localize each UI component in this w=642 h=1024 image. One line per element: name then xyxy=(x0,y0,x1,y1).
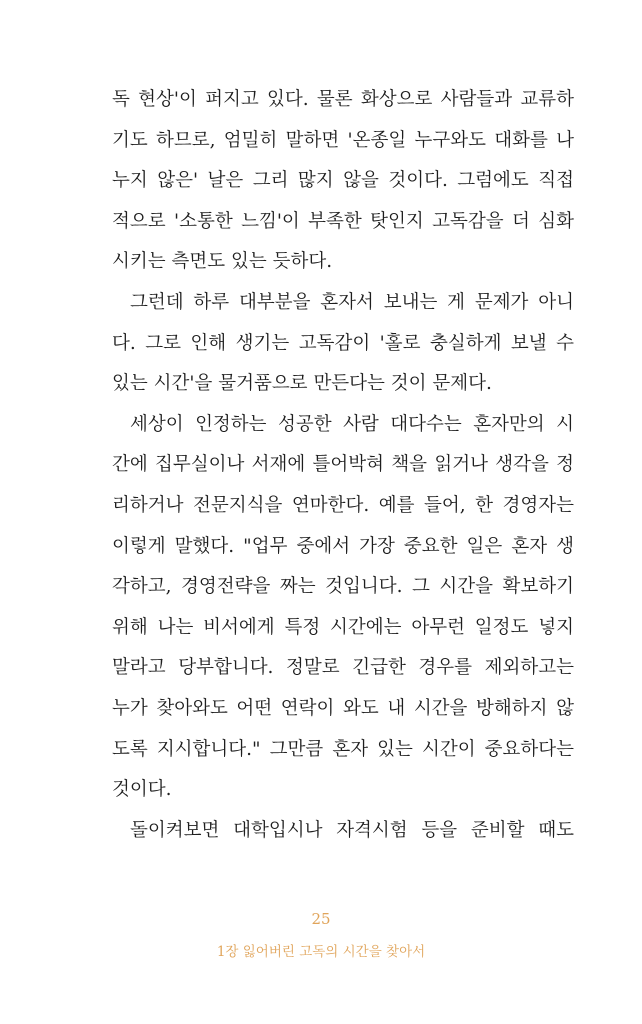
text-line: 간에 집무실이나 서재에 틀어박혀 책을 읽거나 생각을 정 xyxy=(112,454,574,476)
text-line: 독 현상'이 퍼지고 있다. 물론 화상으로 사람들과 교류하 xyxy=(112,89,574,110)
text-line: 그런데 하루 대부분을 혼자서 보내는 게 문제가 아니 xyxy=(130,291,574,313)
text-line: 시키는 측면도 있는 듯하다. xyxy=(112,251,333,273)
text-line: 누지 않은' 날은 그리 많지 않을 것이다. 그럼에도 직접 xyxy=(112,170,574,192)
text-line: 리하거나 전문지식을 연마한다. 예를 들어, 한 경영자는 xyxy=(112,494,574,516)
page-number: 25 xyxy=(311,910,331,928)
text-line: 이렇게 말했다. "업무 중에서 가장 중요한 일은 혼자 생 xyxy=(112,535,574,557)
text-line: 말라고 당부합니다. 정말로 긴급한 경우를 제외하고는 xyxy=(112,657,574,679)
text-line: 돌이켜보면 대학입시나 자격시험 등을 준비할 때도 xyxy=(130,819,574,841)
text-line: 기도 하므로, 엄밀히 말하면 '온종일 누구와도 대화를 나 xyxy=(112,129,574,151)
text-line: 것이다. xyxy=(112,779,172,801)
text-line: 각하고, 경영전략을 짜는 것입니다. 그 시간을 확보하기 xyxy=(112,576,574,598)
text-line: 위해 나는 비서에게 특정 시간에는 아무런 일정도 넣지 xyxy=(112,616,574,638)
body-text xyxy=(112,80,574,851)
text-line: 세상이 인정하는 성공한 사람 대다수는 혼자만의 시 xyxy=(130,413,574,435)
text-line: 누가 찾아와도 어떤 연락이 와도 내 시간을 방해하지 않 xyxy=(112,697,574,719)
text-line: 적으로 '소통한 느낌'이 부족한 탓인지 고독감을 더 심화 xyxy=(112,210,574,232)
text-line: 도록 지시합니다." 그만큼 혼자 있는 시간이 중요하다는 xyxy=(112,738,574,760)
text-line: 다. 그로 인해 생기는 고독감이 '홀로 충실하게 보낼 수 xyxy=(112,332,574,354)
text-line: 있는 시간'을 물거품으로 만든다는 것이 문제다. xyxy=(112,373,492,395)
running-title: 1장 잃어버린 고독의 시간을 찾아서 xyxy=(216,944,426,960)
